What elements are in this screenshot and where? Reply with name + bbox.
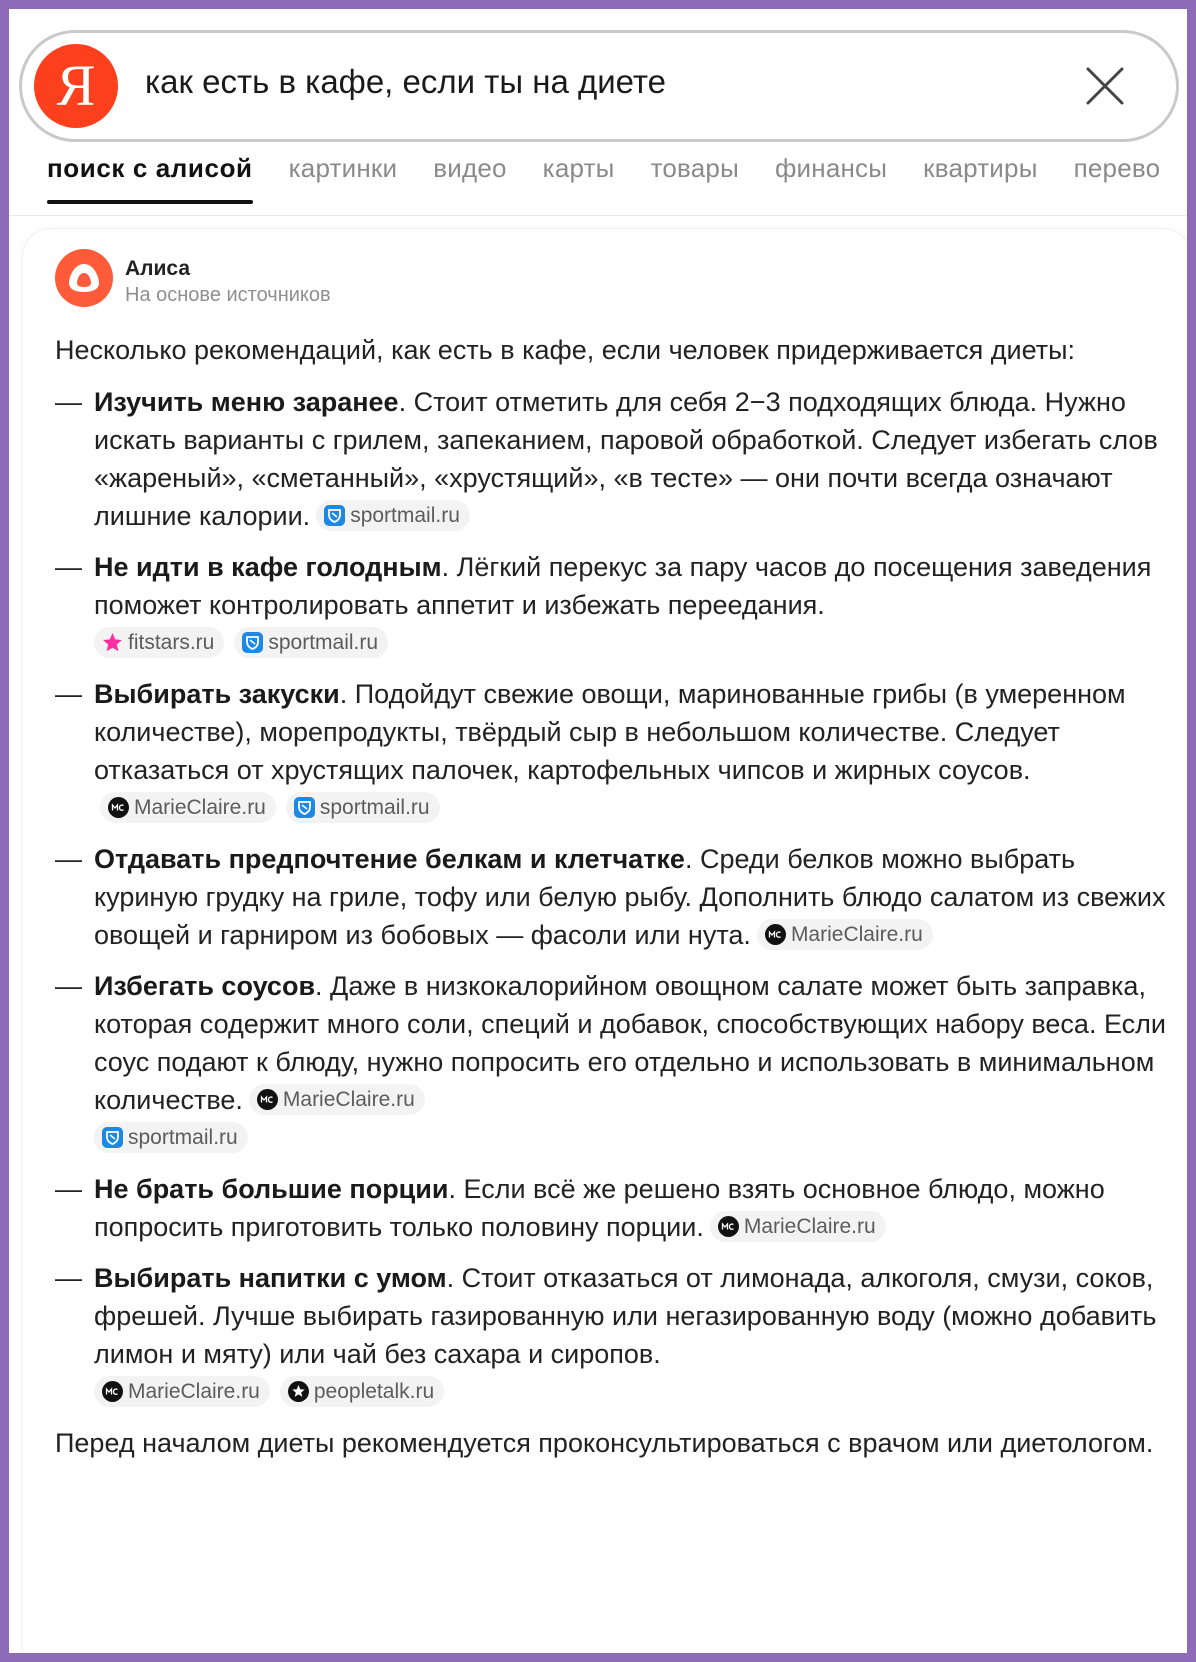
recommendation-title: Не идти в кафе голодным — [94, 552, 442, 582]
tab-4[interactable]: товары — [650, 153, 739, 183]
marieclaire-icon — [718, 1216, 739, 1237]
source-chip[interactable] — [316, 500, 470, 531]
recommendation-text: . Стоит отказаться от лимонада, алкоголя, смузи, соков, фрешей. Лучше выбирать газированную или негазированную воду (можно добавить лимон и мяту) или чай без сахара и сиропов. — [94, 1263, 1157, 1369]
recommendation-text: . Если всё же решено взять основное блюдо, можно попросить приготовить только половину порции. — [94, 1174, 1105, 1242]
tabs-divider — [9, 215, 1196, 216]
recommendation-item — [55, 1170, 1175, 1246]
marieclaire-icon — [102, 1381, 123, 1402]
source-label: peopletalk.ru — [313, 1380, 435, 1404]
alice-logo-icon — [55, 249, 113, 307]
recommendation-item — [55, 840, 1175, 954]
source-chip[interactable] — [710, 1211, 886, 1242]
source-label: sportmail.ru — [268, 631, 379, 655]
list-dash: — — [55, 552, 82, 582]
recommendation-text: . Стоит отметить для себя 2−3 подходящих блюда. Нужно искать варианты с грилем, запеканием, паровой обработкой. Следует избегать слов «жареный», «сметанный», «хрустящий», «в тесте» — они почти всегда означают лишние калории. — [94, 387, 1158, 531]
list-dash: — — [55, 844, 82, 874]
source-chip[interactable] — [94, 1122, 248, 1153]
answer-subtitle[interactable]: На основе источников — [125, 284, 331, 306]
star-icon — [102, 632, 123, 653]
recommendation-list — [55, 383, 1175, 1411]
sportmail-icon — [294, 797, 315, 818]
list-dash: — — [55, 387, 82, 417]
search-input[interactable]: как есть в кафе, если ты на диете — [145, 63, 667, 100]
answer-author: Алиса — [125, 257, 191, 280]
answer-content — [55, 331, 1175, 1462]
close-icon[interactable] — [1084, 65, 1126, 107]
recommendation-text: . Лёгкий перекус за пару часов до посещения заведения поможет контролировать аппетит и избежать переедания. — [94, 552, 1152, 620]
tab-5[interactable]: финансы — [774, 153, 888, 183]
yandex-logo[interactable]: Я — [34, 44, 118, 128]
source-chip[interactable] — [280, 1376, 444, 1407]
source-chip[interactable] — [234, 627, 388, 658]
peopletalk-icon — [288, 1381, 309, 1402]
list-dash: — — [55, 971, 82, 1001]
list-dash: — — [55, 1174, 82, 1204]
source-chip[interactable] — [249, 1084, 425, 1115]
sportmail-icon — [242, 632, 263, 653]
recommendation-item — [55, 1259, 1175, 1411]
source-label: MarieClaire.ru — [134, 796, 266, 820]
source-label: fitstars.ru — [128, 631, 215, 655]
source-label: MarieClaire.ru — [790, 923, 923, 947]
marieclaire-icon — [108, 797, 129, 818]
tab-7[interactable]: перево — [1073, 153, 1161, 183]
source-label: MarieClaire.ru — [743, 1215, 876, 1239]
source-chip[interactable] — [94, 1376, 270, 1407]
tab-1[interactable]: картинки — [288, 153, 398, 183]
recommendation-title: Изучить меню заранее — [94, 387, 399, 417]
source-label: sportmail.ru — [128, 1126, 238, 1150]
sportmail-icon — [324, 505, 345, 526]
sportmail-icon — [102, 1127, 123, 1148]
recommendation-item — [55, 548, 1175, 662]
source-chip[interactable] — [100, 792, 276, 823]
tab-6[interactable]: квартиры — [923, 153, 1038, 183]
source-chip[interactable] — [757, 919, 933, 950]
answer-intro: Несколько рекомендаций, как есть в кафе, если человек придерживается диеты: — [55, 335, 1075, 365]
search-bar[interactable] — [19, 30, 1179, 142]
source-label: MarieClaire.ru — [282, 1088, 415, 1112]
source-chip[interactable] — [286, 792, 440, 823]
recommendation-title: Отдавать предпочтение белкам и клетчатке — [94, 844, 685, 874]
recommendation-title: Не брать большие порции — [94, 1174, 449, 1204]
recommendation-title: Выбирать напитки с умом — [94, 1263, 447, 1293]
search-tabs — [47, 153, 1196, 213]
recommendation-title: Избегать соусов — [94, 971, 316, 1001]
tab-0[interactable]: поиск с алисой — [47, 153, 253, 204]
source-label: sportmail.ru — [319, 796, 430, 820]
recommendation-item — [55, 967, 1175, 1157]
recommendation-item — [55, 675, 1175, 827]
source-label: sportmail.ru — [350, 504, 460, 528]
marieclaire-icon — [765, 924, 786, 945]
list-dash: — — [55, 1263, 82, 1293]
source-chip[interactable] — [94, 627, 224, 658]
tab-2[interactable]: видео — [433, 153, 507, 183]
source-label: MarieClaire.ru — [128, 1380, 260, 1404]
list-dash: — — [55, 679, 82, 709]
answer-outro: Перед началом диеты рекомендуется проконсультироваться с врачом или диетологом. — [55, 1428, 1154, 1458]
recommendation-text: . Подойдут свежие овощи, маринованные грибы (в умеренном количестве), морепродукты, твёрдый сыр в небольшом количестве. Следует отказаться от хрустящих палочек, картофельных чипсов и жирных соусов. — [94, 679, 1126, 785]
tab-3[interactable]: карты — [542, 153, 615, 183]
recommendation-item — [55, 383, 1175, 535]
recommendation-title: Выбирать закуски — [94, 679, 340, 709]
recommendation-text: . Даже в низкокалорийном овощном салате может быть заправка, которая содержит много соли, специй и добавок, способствующих набору веса. Если соус подают к блюду, нужно попросить его отдельно и использовать в минимальном количестве. — [94, 971, 1166, 1115]
alice-answer-card — [23, 229, 1191, 1662]
recommendation-text: . Среди белков можно выбрать куриную грудку на гриле, тофу или белую рыбу. Дополнить блюдо салатом из свежих овощей и гарниром из бобовых — фасоли или нута. — [94, 844, 1166, 950]
marieclaire-icon — [257, 1089, 278, 1110]
